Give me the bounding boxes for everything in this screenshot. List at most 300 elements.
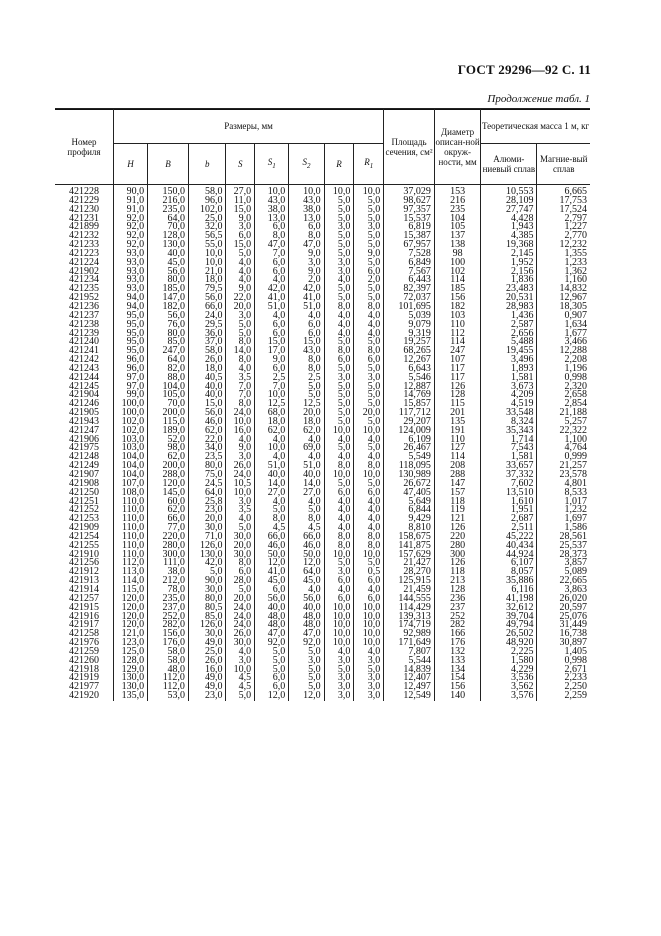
R-value: 4,0 [324,312,354,321]
b-value: 20,0 [188,515,226,524]
magnesium-mass: 23,578 [537,471,590,480]
R1-value: 5,0 [354,391,384,400]
B-value: 85,0 [148,338,189,347]
S-value: 24,0 [226,604,255,613]
S1-value: 68,0 [255,409,289,418]
S-value: 30,0 [226,551,255,560]
R1-value: 4,0 [354,330,384,339]
S2-value: 10,0 [289,185,324,197]
B-value: 112,0 [148,674,189,683]
S-value: 4,0 [226,259,255,268]
R1-value: 5,0 [354,294,384,303]
b-value: 71,0 [188,533,226,542]
profile-number: 421245 [55,383,113,392]
diameter-value: 280 [434,542,480,551]
R-value: 4,0 [324,515,354,524]
magnesium-mass: 1,362 [537,268,590,277]
R1-value: 3,0 [354,223,384,232]
H-value: 120,0 [113,621,147,630]
B-value: 80,0 [148,276,189,285]
S1-value: 51,0 [255,303,289,312]
R1-value: 3,0 [354,674,384,683]
magnesium-mass: 0,998 [537,374,590,383]
aluminium-mass: 32,612 [481,604,537,613]
S1-value: 8,0 [255,515,289,524]
diameter-value: 132 [434,648,480,657]
magnesium-mass: 3,863 [537,586,590,595]
magnesium-mass: 0,907 [537,312,590,321]
profile-number: 421915 [55,604,113,613]
S-value: 3,0 [226,453,255,462]
diameter-value: 117 [434,374,480,383]
R1-value: 8,0 [354,542,384,551]
S1-value: 48,0 [255,613,289,622]
S2-value: 4,0 [289,453,324,462]
aluminium-mass: 8,057 [481,568,537,577]
area-value: 9,079 [384,321,435,330]
profile-number: 421975 [55,444,113,453]
profile-number: 421918 [55,666,113,675]
R-value: 10,0 [324,604,354,613]
profile-number: 421902 [55,268,113,277]
B-value: 104,0 [148,383,189,392]
aluminium-mass: 1,893 [481,365,537,374]
S-value: 3,0 [226,312,255,321]
R-value: 4,0 [324,586,354,595]
R-value: 4,0 [324,276,354,285]
table-row [55,692,590,701]
R-value: 4,0 [324,330,354,339]
profile-number: 421241 [55,347,113,356]
S2-value: 4,0 [289,312,324,321]
diameter-value: 103 [434,312,480,321]
b-value: 58,0 [188,185,226,197]
col-magnesium-header: Магние-вый сплав [537,144,590,185]
aluminium-mass: 33,548 [481,409,537,418]
H-value: 108,0 [113,489,147,498]
S-value: 24,0 [226,471,255,480]
S1-value: 14,0 [255,480,289,489]
S-value: 5,0 [226,330,255,339]
area-value: 15,537 [384,215,435,224]
profile-number: 421243 [55,365,113,374]
S2-value: 5,0 [289,674,324,683]
B-value: 64,0 [148,215,189,224]
R-value: 10,0 [324,185,354,197]
profile-number: 421916 [55,613,113,622]
R1-value: 5,0 [354,338,384,347]
S1-value: 6,0 [255,674,289,683]
S2-value: 4,0 [289,436,324,445]
col-H-header: H [113,144,147,185]
diameter-value: 213 [434,577,480,586]
R-value: 5,0 [324,338,354,347]
profiles-table [55,108,590,701]
R1-value: 20,0 [354,409,384,418]
profile-number: 421233 [55,241,113,250]
area-value: 171,649 [384,639,435,648]
R1-value: 10,0 [354,613,384,622]
b-value: 80,5 [188,604,226,613]
R1-value: 4,0 [354,453,384,462]
B-value: 120,0 [148,480,189,489]
b-value: 22,0 [188,436,226,445]
magnesium-mass: 30,897 [537,639,590,648]
S1-value: 4,0 [255,276,289,285]
magnesium-mass: 2,320 [537,383,590,392]
diameter-value: 208 [434,462,480,471]
H-value: 110,0 [113,533,147,542]
S-value: 22,0 [226,294,255,303]
S1-value: 5,0 [255,657,289,666]
area-value: 9,319 [384,330,435,339]
profile-number: 421252 [55,506,113,515]
R-value: 3,0 [324,692,354,701]
diameter-value: 282 [434,621,480,630]
S2-value: 6,0 [289,330,324,339]
S-value: 5,0 [226,524,255,533]
R-value: 4,0 [324,524,354,533]
area-value: 97,357 [384,206,435,215]
S2-value: 92,0 [289,639,324,648]
col-profile-header: Номер профиля [55,109,113,185]
H-value: 110,0 [113,506,147,515]
R1-value: 10,0 [354,639,384,648]
magnesium-mass: 1,677 [537,330,590,339]
b-value: 40,0 [188,383,226,392]
diameter-value: 247 [434,347,480,356]
S1-value: 6,0 [255,683,289,692]
area-value: 6,819 [384,223,435,232]
S2-value: 5,0 [289,683,324,692]
B-value: 235,0 [148,595,189,604]
profile-number: 421235 [55,285,113,294]
B-value: 62,0 [148,453,189,462]
aluminium-mass: 1,943 [481,223,537,232]
B-value: 56,0 [148,268,189,277]
S-value: 10,0 [226,418,255,427]
H-value: 110,0 [113,498,147,507]
S-value: 5,0 [226,692,255,701]
R-value: 10,0 [324,639,354,648]
B-value: 145,0 [148,489,189,498]
area-value: 5,546 [384,374,435,383]
B-value: 56,0 [148,312,189,321]
H-value: 104,0 [113,453,147,462]
S2-value: 12,5 [289,400,324,409]
S-value: 4,0 [226,268,255,277]
B-value: 252,0 [148,613,189,622]
S1-value: 4,5 [255,524,289,533]
aluminium-mass: 26,502 [481,630,537,639]
col-aluminium-header: Алюми-ниевый сплав [481,144,537,185]
B-value: 88,0 [148,374,189,383]
S2-value: 40,0 [289,604,324,613]
S2-value: 27,0 [289,489,324,498]
diameter-value: 182 [434,303,480,312]
aluminium-mass: 4,209 [481,391,537,400]
magnesium-mass: 12,967 [537,294,590,303]
S2-value: 48,0 [289,613,324,622]
B-value: 115,0 [148,418,189,427]
aluminium-mass: 45,222 [481,533,537,542]
R1-value: 5,0 [354,480,384,489]
profile-number: 421913 [55,577,113,586]
S1-value: 41,0 [255,568,289,577]
S1-value: 10,0 [255,185,289,197]
magnesium-mass: 3,857 [537,559,590,568]
R-value: 5,0 [324,409,354,418]
S1-value: 56,0 [255,595,289,604]
profile-number: 421247 [55,427,113,436]
S2-value: 18,0 [289,418,324,427]
aluminium-mass: 19,455 [481,347,537,356]
S-value: 4,0 [226,515,255,524]
S1-value: 7,0 [255,383,289,392]
S-value: 10,0 [226,489,255,498]
R-value: 6,0 [324,595,354,604]
profile-number: 421910 [55,551,113,560]
S2-value: 47,0 [289,241,324,250]
aluminium-mass: 3,496 [481,356,537,365]
profile-number: 421255 [55,542,113,551]
H-value: 103,0 [113,444,147,453]
R-value: 5,0 [324,241,354,250]
magnesium-mass: 5,257 [537,418,590,427]
b-value: 26,0 [188,657,226,666]
S-value: 20,0 [226,542,255,551]
magnesium-mass: 1,196 [537,365,590,374]
b-value: 56,5 [188,232,226,241]
S2-value: 9,0 [289,250,324,259]
R-value: 5,0 [324,666,354,675]
H-value: 110,0 [113,515,147,524]
diameter-value: 134 [434,666,480,675]
b-value: 79,5 [188,285,226,294]
area-value: 7,528 [384,250,435,259]
table-body [55,185,590,701]
S2-value: 38,0 [289,206,324,215]
R-value: 3,0 [324,268,354,277]
B-value: 288,0 [148,471,189,480]
profile-number: 421917 [55,621,113,630]
H-value: 93,0 [113,268,147,277]
profile-number: 421239 [55,330,113,339]
H-value: 95,0 [113,321,147,330]
magnesium-mass: 1,233 [537,259,590,268]
H-value: 104,0 [113,471,147,480]
H-value: 110,0 [113,524,147,533]
S-value: 3,0 [226,498,255,507]
area-value: 21,427 [384,559,435,568]
b-value: 24,5 [188,480,226,489]
R1-value: 4,0 [354,436,384,445]
diameter-value: 98 [434,250,480,259]
S1-value: 46,0 [255,542,289,551]
S1-value: 10,0 [255,391,289,400]
S-value: 15,0 [226,241,255,250]
diameter-value: 107 [434,356,480,365]
B-value: 176,0 [148,639,189,648]
b-value: 30,0 [188,586,226,595]
S-value: 20,0 [226,595,255,604]
magnesium-mass: 4,764 [537,444,590,453]
R-value: 5,0 [324,294,354,303]
aluminium-mass: 6,107 [481,559,537,568]
profile-number: 421250 [55,489,113,498]
profile-number: 421229 [55,197,113,206]
R1-value: 2,0 [354,276,384,285]
area-value: 15,857 [384,400,435,409]
S2-value: 48,0 [289,621,324,630]
R1-value: 10,0 [354,551,384,560]
H-value: 123,0 [113,639,147,648]
S1-value: 6,0 [255,365,289,374]
R-value: 10,0 [324,621,354,630]
R1-value: 5,0 [354,285,384,294]
S2-value: 56,0 [289,595,324,604]
R-value: 4,0 [324,498,354,507]
S2-value: 4,0 [289,498,324,507]
profile-number: 421228 [55,185,113,197]
S-value: 24,0 [226,409,255,418]
magnesium-mass: 1,232 [537,506,590,515]
H-value: 115,0 [113,586,147,595]
magnesium-mass: 2,671 [537,666,590,675]
b-value: 126,0 [188,542,226,551]
R-value: 5,0 [324,383,354,392]
col-S2-header: $S_2$ [289,144,324,185]
col-S-header: S [226,144,255,185]
diameter-value: 110 [434,436,480,445]
R-value: 4,0 [324,506,354,515]
S-value: 10,0 [226,666,255,675]
R1-value: 8,0 [354,533,384,542]
aluminium-mass: 13,510 [481,489,537,498]
magnesium-mass: 14,832 [537,285,590,294]
B-value: 58,0 [148,648,189,657]
B-value: 147,0 [148,294,189,303]
area-value: 157,629 [384,551,435,560]
col-B-header: B [148,144,189,185]
diameter-value: 126 [434,524,480,533]
R-value: 10,0 [324,551,354,560]
magnesium-mass: 31,449 [537,621,590,630]
S2-value: 12,0 [289,692,324,701]
area-value: 14,769 [384,391,435,400]
diameter-value: 128 [434,391,480,400]
aluminium-mass: 3,673 [481,383,537,392]
S-value: 8,0 [226,559,255,568]
S1-value: 15,0 [255,338,289,347]
H-value: 93,0 [113,250,147,259]
magnesium-mass: 2,208 [537,356,590,365]
diameter-value: 252 [434,613,480,622]
table-continuation-label: Продолжение табл. 1 [487,93,590,105]
S1-value: 4,0 [255,436,289,445]
b-value: 5,0 [188,568,226,577]
aluminium-mass: 1,952 [481,259,537,268]
B-value: 282,0 [148,621,189,630]
magnesium-mass: 22,322 [537,427,590,436]
H-value: 104,0 [113,462,147,471]
magnesium-mass: 17,524 [537,206,590,215]
area-value: 37,029 [384,185,435,197]
aluminium-mass: 23,483 [481,285,537,294]
S2-value: 2,5 [289,374,324,383]
diameter-value: 114 [434,276,480,285]
B-value: 77,0 [148,524,189,533]
S1-value: 47,0 [255,241,289,250]
magnesium-mass: 1,586 [537,524,590,533]
b-value: 15,0 [188,400,226,409]
R-value: 3,0 [324,259,354,268]
magnesium-mass: 1,355 [537,250,590,259]
S1-value: 17,0 [255,347,289,356]
diameter-value: 119 [434,506,480,515]
R1-value: 10,0 [354,621,384,630]
b-value: 58,0 [188,347,226,356]
diameter-value: 154 [434,674,480,683]
S1-value: 4,0 [255,312,289,321]
b-value: 62,0 [188,427,226,436]
H-value: 112,0 [113,559,147,568]
S1-value: 5,0 [255,506,289,515]
B-value: 216,0 [148,197,189,206]
B-value: 156,0 [148,630,189,639]
S2-value: 43,0 [289,197,324,206]
R1-value: 4,0 [354,506,384,515]
R-value: 5,0 [324,480,354,489]
area-value: 6,849 [384,259,435,268]
area-value: 12,549 [384,692,435,701]
S2-value: 47,0 [289,630,324,639]
R1-value: 3,0 [354,683,384,692]
b-value: 46,0 [188,418,226,427]
S-value: 14,0 [226,347,255,356]
area-value: 68,265 [384,347,435,356]
S-value: 8,0 [226,338,255,347]
H-value: 93,0 [113,285,147,294]
profile-number: 421907 [55,471,113,480]
magnesium-mass: 16,738 [537,630,590,639]
diameter-value: 114 [434,338,480,347]
aluminium-mass: 2,145 [481,250,537,259]
S2-value: 50,0 [289,551,324,560]
S1-value: 4,0 [255,498,289,507]
R-value: 10,0 [324,630,354,639]
diameter-value: 191 [434,427,480,436]
R-value: 5,0 [324,444,354,453]
aluminium-mass: 5,488 [481,338,537,347]
S2-value: 8,0 [289,356,324,365]
diameter-value: 114 [434,453,480,462]
aluminium-mass: 1,836 [481,276,537,285]
diameter-value: 156 [434,683,480,692]
area-value: 5,544 [384,657,435,666]
b-value: 56,0 [188,409,226,418]
B-value: 80,0 [148,330,189,339]
b-value: 126,0 [188,621,226,630]
R-value: 4,0 [324,321,354,330]
b-value: 25,8 [188,498,226,507]
S1-value: 45,0 [255,577,289,586]
H-value: 96,0 [113,356,147,365]
S-value: 9,0 [226,444,255,453]
S-value: 4,5 [226,674,255,683]
diameter-value: 138 [434,241,480,250]
aluminium-mass: 8,324 [481,418,537,427]
